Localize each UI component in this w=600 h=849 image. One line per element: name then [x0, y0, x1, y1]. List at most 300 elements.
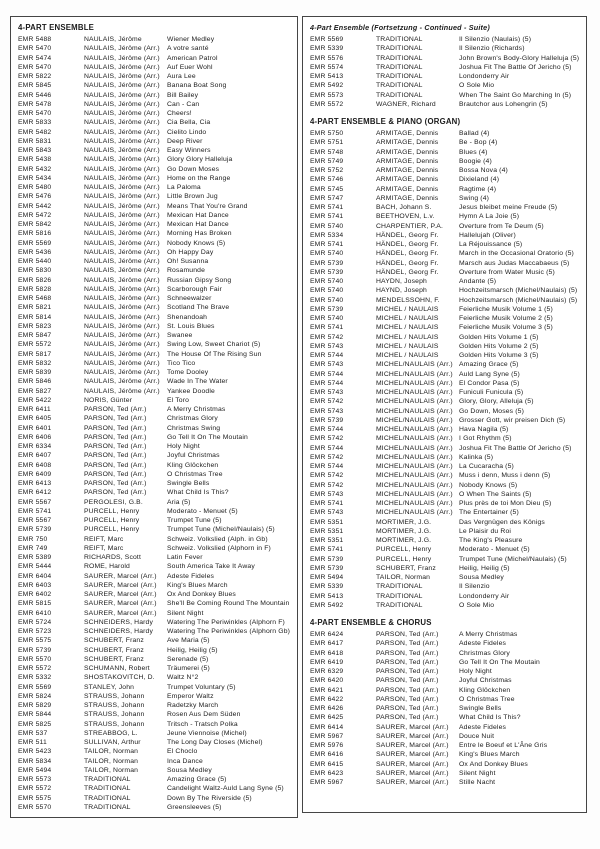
- piece-title: Aria (5): [167, 498, 191, 506]
- piece-title: Wiener Medley: [167, 36, 215, 43]
- emr-number: EMR 5740: [310, 278, 344, 285]
- table-row: [310, 222, 582, 231]
- composer-name: BEETHOVEN, L.v.: [376, 213, 435, 221]
- emr-number: EMR 5967: [310, 779, 344, 786]
- piece-title: Kling Glöckchen: [459, 686, 511, 694]
- table-row: [18, 572, 293, 581]
- composer-name: MICHEL/NAULAIS (Arr.): [376, 481, 453, 489]
- composer-name: NAULAIS, Jérôme (Arr.): [84, 285, 160, 293]
- catalog-section: [310, 116, 582, 610]
- composer-name: HÄNDEL, Georg Fr.: [376, 259, 439, 267]
- composer-name: REIFT, Marc: [84, 535, 124, 543]
- table-row: [18, 646, 293, 655]
- emr-number: EMR 5739: [310, 416, 344, 424]
- table-row: [310, 388, 582, 397]
- piece-title: Sousa Medley: [167, 766, 212, 774]
- emr-number: EMR 5742: [310, 453, 344, 461]
- composer-name: NAULAIS, Jérôme (Arr.): [84, 248, 160, 256]
- composer-name: MICHEL/NAULAIS (Arr.): [376, 490, 453, 498]
- piece-title: Londonderry Air: [459, 592, 510, 600]
- table-row: [310, 259, 582, 268]
- table-row: [18, 377, 293, 386]
- emr-number: EMR 5747: [310, 194, 344, 202]
- emr-number: EMR 5744: [310, 379, 344, 387]
- table-row: [310, 704, 582, 713]
- emr-number: EMR 5967: [310, 732, 344, 740]
- composer-name: NORIS, Günter: [84, 396, 133, 404]
- emr-number: EMR 5488: [18, 36, 52, 43]
- table-row: [18, 544, 293, 553]
- composer-name: PARSON, Ted (Arr.): [84, 470, 147, 478]
- piece-title: Joshua Fit The Battle Of Jericho (5): [459, 444, 572, 452]
- composer-name: TRADITIONAL: [376, 45, 423, 53]
- composer-name: MENDELSSOHN, F.: [376, 296, 440, 304]
- emr-number: EMR 5741: [310, 324, 344, 332]
- table-row: [310, 305, 582, 314]
- table-row: [18, 803, 293, 812]
- piece-title: Funiculi Funicula (5): [459, 389, 524, 396]
- piece-title: Candelight Waltz-Auld Lang Syne (5): [167, 785, 284, 793]
- piece-title: Morning Has Broken: [167, 230, 232, 238]
- piece-title: Nobody Knows (5): [167, 239, 226, 247]
- emr-number: EMR 5739: [18, 526, 52, 534]
- composer-name: NAULAIS, Jérôme (Arr.): [84, 341, 160, 349]
- composer-name: STRAUSS, Johann: [84, 692, 145, 700]
- table-row: [18, 618, 293, 627]
- piece-title: Heilig, Heilig (5): [459, 564, 510, 572]
- table-row: [310, 444, 582, 453]
- table-row: [18, 729, 293, 738]
- composer-name: RICHARDS, Scott: [84, 554, 142, 561]
- composer-name: ARMITAGE, Dennis: [376, 130, 439, 137]
- composer-name: PARSON, Ted (Arr.): [376, 686, 439, 694]
- table-row: [18, 581, 293, 590]
- piece-title: Douce Nuit: [459, 732, 495, 740]
- piece-title: The King's Pleasure: [459, 537, 523, 544]
- table-row: [18, 516, 293, 525]
- piece-title: Greensleeves (5): [167, 803, 222, 811]
- emr-number: EMR 6403: [18, 581, 52, 589]
- emr-number: EMR 5741: [310, 241, 344, 248]
- composer-name: NAULAIS, Jérôme (Arr.): [84, 137, 160, 145]
- piece-title: South America Take It Away: [167, 563, 255, 571]
- table-row: [18, 636, 293, 645]
- composer-name: TRADITIONAL: [376, 63, 423, 71]
- emr-number: EMR 5743: [310, 490, 344, 498]
- emr-number: EMR 5573: [310, 91, 344, 99]
- table-row: [310, 434, 582, 443]
- emr-number: EMR 6334: [18, 443, 52, 450]
- composer-name: PARSON, Ted (Arr.): [84, 480, 147, 487]
- emr-number: EMR 6417: [310, 640, 344, 648]
- emr-number: EMR 5743: [310, 389, 344, 396]
- table-row: [18, 405, 293, 414]
- emr-number: EMR 5742: [310, 481, 344, 489]
- piece-title: Aura Lee: [167, 73, 196, 80]
- emr-number: EMR 6426: [310, 705, 344, 712]
- composer-name: TAILOR, Norman: [84, 757, 139, 765]
- piece-title: Swing Low, Sweet Chariot (5): [167, 341, 261, 349]
- emr-number: EMR 6412: [18, 489, 52, 497]
- table-row: [310, 778, 582, 787]
- piece-title: Adeste Fideles: [167, 572, 215, 580]
- emr-number: EMR 749: [18, 544, 48, 552]
- emr-number: EMR 5436: [18, 248, 52, 256]
- composer-name: STRAUSS, Johann: [84, 711, 145, 719]
- emr-number: EMR 5573: [18, 776, 52, 783]
- emr-number: EMR 5751: [310, 139, 344, 147]
- table-row: [18, 72, 293, 81]
- piece-title: Cia Bella, Cia: [167, 119, 211, 127]
- piece-title: Swingle Bells: [459, 705, 502, 712]
- section-heading: 4-PART ENSEMBLE & CHORUS: [310, 618, 432, 627]
- emr-number: EMR 5575: [18, 637, 52, 645]
- composer-name: NAULAIS, Jérôme (Arr.): [84, 63, 160, 71]
- table-row: [310, 471, 582, 480]
- piece-title: Il Silenzio (Naulais) (5): [459, 36, 532, 43]
- composer-name: MICHEL/NAULAIS (Arr.): [376, 416, 453, 424]
- table-row: [310, 499, 582, 508]
- composer-name: MICHEL/NAULAIS (Arr.): [376, 453, 453, 461]
- piece-title: Das Vergnügen des Königs: [459, 518, 545, 526]
- emr-number: EMR 5413: [310, 73, 344, 80]
- emr-number: EMR 5740: [310, 315, 344, 322]
- composer-name: SULLIVAN, Arthur: [84, 739, 141, 746]
- table-row: [18, 683, 293, 692]
- emr-number: EMR 537: [18, 729, 48, 737]
- emr-number: EMR 5739: [18, 646, 52, 654]
- table-row: [18, 202, 293, 211]
- piece-title: Scotland The Brave: [167, 304, 230, 312]
- composer-name: MICHEL/NAULAIS (Arr.): [376, 509, 453, 517]
- emr-number: EMR 5742: [310, 333, 344, 341]
- composer-name: PERGOLESI, G.B.: [84, 498, 143, 506]
- emr-number: EMR 5829: [18, 702, 52, 709]
- emr-number: EMR 5470: [18, 45, 52, 53]
- emr-number: EMR 5492: [310, 82, 344, 90]
- table-row: [310, 695, 582, 704]
- composer-name: SAURER, Marcel (Arr.): [376, 760, 449, 768]
- composer-name: MICHEL / NAULAIS: [376, 333, 439, 341]
- table-row: [18, 128, 293, 137]
- piece-title: Home on the Range: [167, 174, 231, 182]
- emr-number: EMR 5834: [18, 757, 52, 765]
- composer-name: NAULAIS, Jérôme (Arr.): [84, 174, 160, 182]
- piece-title: Emperor Waltz: [167, 692, 214, 700]
- table-row: [310, 268, 582, 277]
- composer-name: HÄNDEL, Georg Fr.: [376, 268, 439, 276]
- composer-name: NAULAIS, Jérôme (Arr.): [84, 165, 160, 173]
- piece-title: Little Brown Jug: [167, 193, 218, 201]
- emr-number: EMR 5752: [310, 167, 344, 174]
- emr-number: EMR 5826: [18, 276, 52, 284]
- table-row: [310, 481, 582, 490]
- piece-title: Swing (4): [459, 194, 490, 202]
- composer-name: NAULAIS, Jérôme (Arr.): [84, 313, 160, 321]
- table-row: [18, 451, 293, 460]
- emr-number: EMR 5389: [18, 554, 52, 561]
- emr-number: EMR 5572: [18, 785, 52, 793]
- composer-name: PURCELL, Henry: [84, 526, 140, 534]
- piece-title: O Christmas Tree: [459, 695, 515, 703]
- table-row: [18, 359, 293, 368]
- table-row: [18, 100, 293, 109]
- table-row: [18, 757, 293, 766]
- table-row: [18, 303, 293, 312]
- piece-title: Feierliche Musik Volume 1 (5): [459, 305, 553, 313]
- composer-name: MICHEL/NAULAIS (Arr.): [376, 389, 453, 396]
- composer-name: SAURER, Marcel (Arr.): [376, 751, 449, 759]
- emr-number: EMR 5470: [18, 110, 52, 117]
- table-row: [310, 536, 582, 545]
- table-row: [18, 368, 293, 377]
- piece-title: Adeste Fideles: [459, 640, 507, 648]
- piece-title: Londonderry Air: [459, 73, 510, 80]
- composer-name: TRADITIONAL: [376, 91, 423, 99]
- table-row: [310, 333, 582, 342]
- table-row: [310, 185, 582, 194]
- piece-title: Il Silenzio (Richards): [459, 45, 525, 53]
- right-column: [302, 16, 587, 813]
- composer-name: SCHUBERT, Franz: [376, 564, 436, 572]
- emr-number: EMR 6413: [18, 480, 52, 487]
- composer-name: TRADITIONAL: [84, 803, 131, 811]
- emr-number: EMR 5423: [18, 748, 52, 756]
- table-row: [18, 276, 293, 285]
- composer-name: NAULAIS, Jérôme (Arr.): [84, 119, 160, 127]
- composer-name: NAULAIS, Jérôme (Arr.): [84, 276, 160, 284]
- piece-title: Golden Hits Volume 1 (5): [459, 333, 539, 341]
- composer-name: SCHNEIDERS, Hardy: [84, 618, 154, 626]
- emr-number: EMR 5976: [310, 742, 344, 749]
- composer-name: NAULAIS, Jérôme (Arr.): [84, 73, 160, 80]
- emr-number: EMR 6404: [18, 572, 52, 580]
- emr-number: EMR 5339: [310, 45, 344, 53]
- composer-name: PARSON, Ted (Arr.): [84, 489, 147, 497]
- emr-number: EMR 5742: [310, 472, 344, 480]
- table-row: [310, 203, 582, 212]
- table-row: [310, 573, 582, 582]
- composer-name: SCHUBERT, Franz: [84, 655, 144, 663]
- emr-number: EMR 5832: [18, 359, 52, 367]
- composer-name: TAILOR, Norman: [84, 748, 139, 756]
- piece-title: Bill Bailey: [167, 91, 199, 99]
- piece-title: Andante (5): [459, 278, 497, 285]
- piece-title: Grosser Gott, wir preisen Dich (5): [459, 416, 566, 424]
- piece-title: Tritsch - Tratsch Polka: [167, 720, 238, 728]
- composer-name: NAULAIS, Jérôme (Arr.): [84, 128, 160, 136]
- emr-number: EMR 5567: [18, 517, 52, 524]
- composer-name: MICHEL/NAULAIS (Arr.): [376, 472, 453, 480]
- piece-title: I Got Rhythm (5): [459, 435, 512, 443]
- composer-name: NAULAIS, Jérôme (Arr.): [84, 350, 160, 358]
- piece-title: Amazing Grace (5): [459, 361, 519, 369]
- piece-title: Scarborough Fair: [167, 285, 222, 293]
- table-row: [310, 508, 582, 517]
- emr-number: EMR 5334: [310, 231, 344, 239]
- table-row: [18, 766, 293, 775]
- table-row: [310, 601, 582, 610]
- piece-title: Oh! Susanna: [167, 258, 209, 265]
- piece-title: Feierliche Musik Volume 3 (5): [459, 324, 553, 332]
- composer-name: NAULAIS, Jérôme (Arr.): [84, 359, 160, 367]
- composer-name: NAULAIS, Jérôme (Arr.): [84, 82, 160, 90]
- table-row: [18, 165, 293, 174]
- piece-title: What Child Is This?: [167, 489, 229, 497]
- table-row: [18, 470, 293, 479]
- left-column: [10, 16, 298, 818]
- table-row: [310, 582, 582, 591]
- composer-name: MICHEL/NAULAIS (Arr.): [376, 361, 453, 369]
- piece-title: King's Blues March: [167, 581, 228, 589]
- composer-name: MICHEL / NAULAIS: [376, 342, 439, 350]
- table-row: [18, 535, 293, 544]
- composer-name: SCHUBERT, Franz: [84, 646, 144, 654]
- emr-number: EMR 5742: [310, 398, 344, 406]
- piece-title: O When The Saints (5): [459, 490, 532, 498]
- composer-name: MICHEL/NAULAIS (Arr.): [376, 463, 453, 470]
- table-row: [18, 396, 293, 405]
- composer-name: HÄNDEL, Georg Fr.: [376, 250, 439, 258]
- composer-name: SCHUMANN, Robert: [84, 665, 150, 672]
- table-row: [310, 360, 582, 369]
- table-row: [310, 129, 582, 138]
- table-row: [18, 664, 293, 673]
- table-row: [310, 397, 582, 406]
- table-row: [18, 220, 293, 229]
- emr-number: EMR 5351: [310, 527, 344, 535]
- piece-title: Go Tell It On The Moutain: [167, 433, 248, 441]
- table-row: [310, 527, 582, 536]
- table-row: [310, 564, 582, 573]
- piece-title: Latin Fever: [167, 554, 203, 561]
- composer-name: PURCELL, Henry: [84, 507, 140, 515]
- piece-title: Can - Can: [167, 100, 200, 108]
- emr-number: EMR 5478: [18, 100, 52, 108]
- table-row: [310, 630, 582, 639]
- table-row: [18, 461, 293, 470]
- emr-number: EMR 5474: [18, 54, 52, 62]
- emr-number: EMR 5569: [18, 683, 52, 691]
- composer-name: SAURER, Marcel (Arr.): [84, 572, 157, 580]
- piece-title: Radetzky March: [167, 702, 219, 709]
- piece-title: Glory, Glory, Alleluja (5): [459, 398, 534, 406]
- composer-name: MICHEL / NAULAIS: [376, 352, 439, 359]
- table-row: [310, 231, 582, 240]
- piece-title: Stille Nacht: [459, 779, 496, 786]
- emr-number: EMR 5444: [18, 563, 52, 571]
- composer-name: SAURER, Marcel (Arr.): [376, 769, 449, 777]
- table-row: [310, 545, 582, 554]
- piece-title: Brautchor aus Lohengrin (5): [459, 100, 548, 108]
- emr-number: EMR 5569: [18, 239, 52, 247]
- table-row: [18, 183, 293, 192]
- table-row: [310, 194, 582, 203]
- piece-title: La Paloma: [167, 184, 201, 191]
- table-row: [18, 137, 293, 146]
- table-row: [310, 63, 582, 72]
- piece-title: Holy Night: [459, 668, 492, 675]
- emr-number: EMR 6422: [310, 695, 344, 703]
- piece-title: Jesus bleibet meine Freude (5): [459, 204, 558, 211]
- composer-name: REIFT, Marc: [84, 544, 124, 552]
- composer-name: NAULAIS, Jérôme (Arr.): [84, 387, 160, 395]
- piece-title: Moderato - Menuet (5): [167, 507, 238, 515]
- composer-name: PARSON, Ted (Arr.): [376, 668, 439, 675]
- composer-name: MICHEL/NAULAIS (Arr.): [376, 398, 453, 406]
- composer-name: PARSON, Ted (Arr.): [376, 695, 439, 703]
- emr-number: EMR 6410: [18, 609, 52, 617]
- table-row: [310, 667, 582, 676]
- table-row: [18, 784, 293, 793]
- table-row: [310, 760, 582, 769]
- composer-name: MICHEL/NAULAIS (Arr.): [376, 500, 453, 507]
- table-row: [18, 155, 293, 164]
- emr-number: EMR 5440: [18, 258, 52, 265]
- composer-name: SAURER, Marcel (Arr.): [376, 732, 449, 740]
- composer-name: ARMITAGE, Dennis: [376, 139, 439, 147]
- piece-title: Muss i denn, Muss i denn (5): [459, 472, 551, 480]
- table-row: [310, 713, 582, 722]
- piece-title: Rosamunde: [167, 267, 205, 275]
- composer-name: SAURER, Marcel (Arr.): [84, 591, 157, 598]
- piece-title: Kling Glöckchen: [167, 461, 219, 469]
- piece-title: Rosen Aus Dem Süden: [167, 711, 241, 719]
- composer-name: MICHEL/NAULAIS (Arr.): [376, 407, 453, 415]
- emr-number: EMR 5828: [18, 285, 52, 293]
- table-row: [310, 741, 582, 750]
- emr-number: EMR 5332: [18, 674, 52, 682]
- table-row: [310, 750, 582, 759]
- composer-name: NAULAIS, Jérôme (Arr.): [84, 91, 160, 99]
- emr-number: EMR 5815: [18, 600, 52, 608]
- emr-number: EMR 5846: [18, 378, 52, 386]
- table-row: [18, 720, 293, 729]
- emr-number: EMR 6414: [310, 723, 344, 731]
- emr-number: EMR 6425: [310, 714, 344, 722]
- table-row: [310, 407, 582, 416]
- composer-name: ARMITAGE, Dennis: [376, 148, 439, 156]
- table-row: [18, 590, 293, 599]
- table-row: [18, 479, 293, 488]
- composer-name: STREABBOG, L.: [84, 729, 138, 737]
- table-row: [18, 248, 293, 257]
- composer-name: HÄNDEL, Georg Fr.: [376, 241, 439, 248]
- emr-number: EMR 5824: [18, 692, 52, 700]
- section-heading: 4-Part Ensemble (Fortsetzung - Continued - Suite): [310, 23, 490, 32]
- composer-name: NAULAIS, Jérôme (Arr.): [84, 184, 160, 191]
- piece-title: Waltz N°2: [167, 674, 199, 682]
- table-row: [310, 518, 582, 527]
- composer-name: ARMITAGE, Dennis: [376, 167, 439, 174]
- emr-number: EMR 5750: [310, 130, 344, 137]
- emr-number: EMR 5575: [18, 794, 52, 802]
- composer-name: NAULAIS, Jérôme (Arr.): [84, 221, 160, 228]
- piece-title: Entre le Boeuf et L'Âne Gris: [459, 742, 548, 749]
- composer-name: MORTIMER, J.G.: [376, 527, 432, 535]
- table-row: [310, 72, 582, 81]
- composer-name: TRADITIONAL: [376, 592, 423, 600]
- composer-name: TRADITIONAL: [84, 794, 131, 802]
- emr-number: EMR 6411: [18, 406, 51, 413]
- piece-title: Trumpet Tune (Michel/Naulais) (5): [167, 526, 275, 534]
- table-row: [18, 266, 293, 275]
- piece-title: Christmas Glory: [167, 415, 218, 423]
- table-row: [310, 379, 582, 388]
- piece-title: Schweiz. Volkslied (Alph. in Gb): [167, 535, 268, 543]
- emr-number: EMR 5740: [310, 296, 344, 304]
- composer-name: PURCELL, Henry: [84, 517, 140, 524]
